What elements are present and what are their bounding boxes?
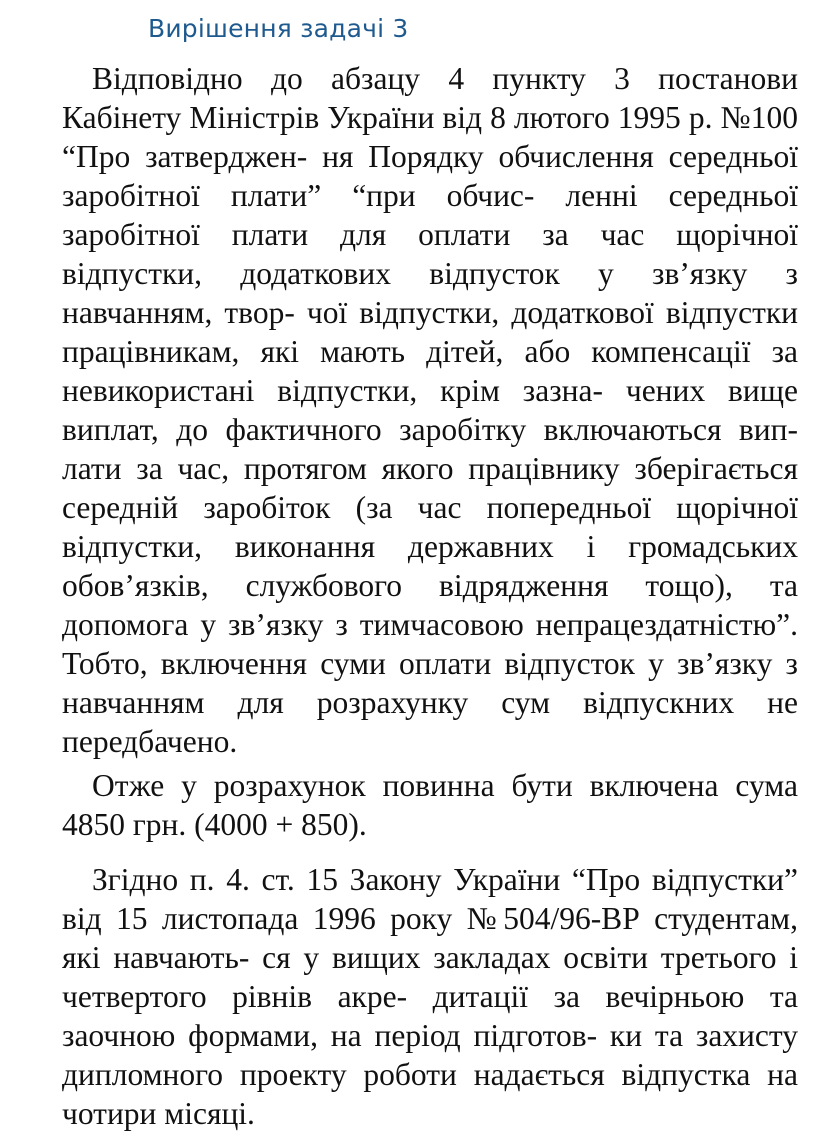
paragraph-3: Згідно п. 4. ст. 15 Закону України “Про відпустки” від 15 листопада 1996 року №504/96-ВР студентам, які навчають- ся у вищих закладах освіти третього і четвертого рівнів акре- дитації за вечірньою та заочною формами, на період підготов- ки та захисту дипломного проекту роботи надається відпустка на чотири місяці. — [62, 862, 798, 1131]
page-title: Вирішення задачі 3 — [148, 14, 409, 43]
paragraph-2: Отже у розрахунок повинна бути включена сума 4850 грн. (4000 + 850). — [62, 768, 798, 842]
paragraph-1: Відповідно до абзацу 4 пункту 3 постанови Кабінету Міністрів України від 8 лютого 1995 р. №100 “Про затверджен- ня Порядку обчислення середньої заробітної плати” “при обчис- ленні середньої заробітної плати для оплати за час щорічної відпустки, додаткових відпусток у зв’язку з навчанням, твор- чої відпустки, додаткової відпустки працівникам, які мають дітей, або компенсації за невикористані відпустки, крім зазна- чених вище виплат, до фактичного заробітку включаються вип- лати за час, протягом якого працівнику зберігається середній заробіток (за час попередньої щорічної відпустки, виконання державних і громадських обов’язків, службового відрядження тощо), та допомога у зв’язку з тимчасовою непрацездатністю”. Тобто, включення суми оплати відпусток у зв’язку з навчанням для розрахунку сум відпускних не передбачено. — [62, 61, 798, 759]
